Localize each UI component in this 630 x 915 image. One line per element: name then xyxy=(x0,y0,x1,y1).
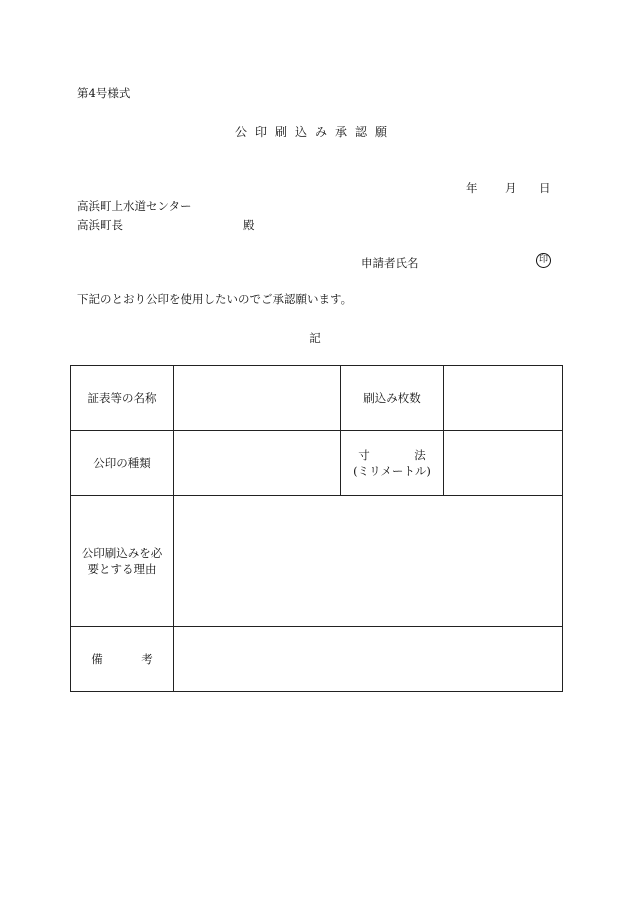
print-count-field[interactable] xyxy=(444,366,563,431)
size-field[interactable] xyxy=(444,431,563,496)
table-row xyxy=(71,431,563,496)
table-row xyxy=(71,496,563,627)
seal-mark-icon: 印 xyxy=(536,253,551,268)
table-row xyxy=(71,366,563,431)
size-label-part2: 法 xyxy=(414,448,426,462)
reason-field[interactable] xyxy=(174,496,563,627)
size-label xyxy=(341,431,444,496)
size-label-part1: 寸 xyxy=(358,448,370,462)
applicant-name-label: 申請者氏名 xyxy=(361,256,419,270)
document-title: 公印刷込み承認願 xyxy=(234,125,395,139)
date-day-label: 日 xyxy=(539,181,551,195)
print-count-label: 刷込み枚数 xyxy=(341,366,444,431)
date-month-label: 月 xyxy=(505,181,517,195)
seal-type-label: 公印の種類 xyxy=(71,431,174,496)
cert-name-field[interactable] xyxy=(174,366,341,431)
reason-label xyxy=(71,496,174,627)
reason-label-line2: 要とする理由 xyxy=(87,562,157,576)
remarks-field[interactable] xyxy=(174,627,563,692)
date-year-label: 年 xyxy=(466,181,478,195)
cert-name-label: 証表等の名称 xyxy=(71,366,174,431)
ki-heading: 記 xyxy=(309,331,321,345)
remarks-label-part1: 備 xyxy=(91,652,103,666)
addressee-title: 高浜町長 xyxy=(77,218,123,232)
table-row xyxy=(71,627,563,692)
form-number: 第4号様式 xyxy=(77,86,131,100)
request-statement: 下記のとおり公印を使用したいのでご承認願います。 xyxy=(77,292,353,306)
seal-type-field[interactable] xyxy=(174,431,341,496)
application-form-table xyxy=(70,365,563,692)
addressee-organization: 高浜町上水道センター xyxy=(77,199,192,213)
reason-label-line1: 公印刷込みを必 xyxy=(81,546,163,560)
addressee-honorific: 殿 xyxy=(243,218,255,232)
remarks-label-part2: 考 xyxy=(141,652,153,666)
remarks-label xyxy=(71,627,174,692)
size-unit-label: (ミリメートル) xyxy=(353,464,431,478)
